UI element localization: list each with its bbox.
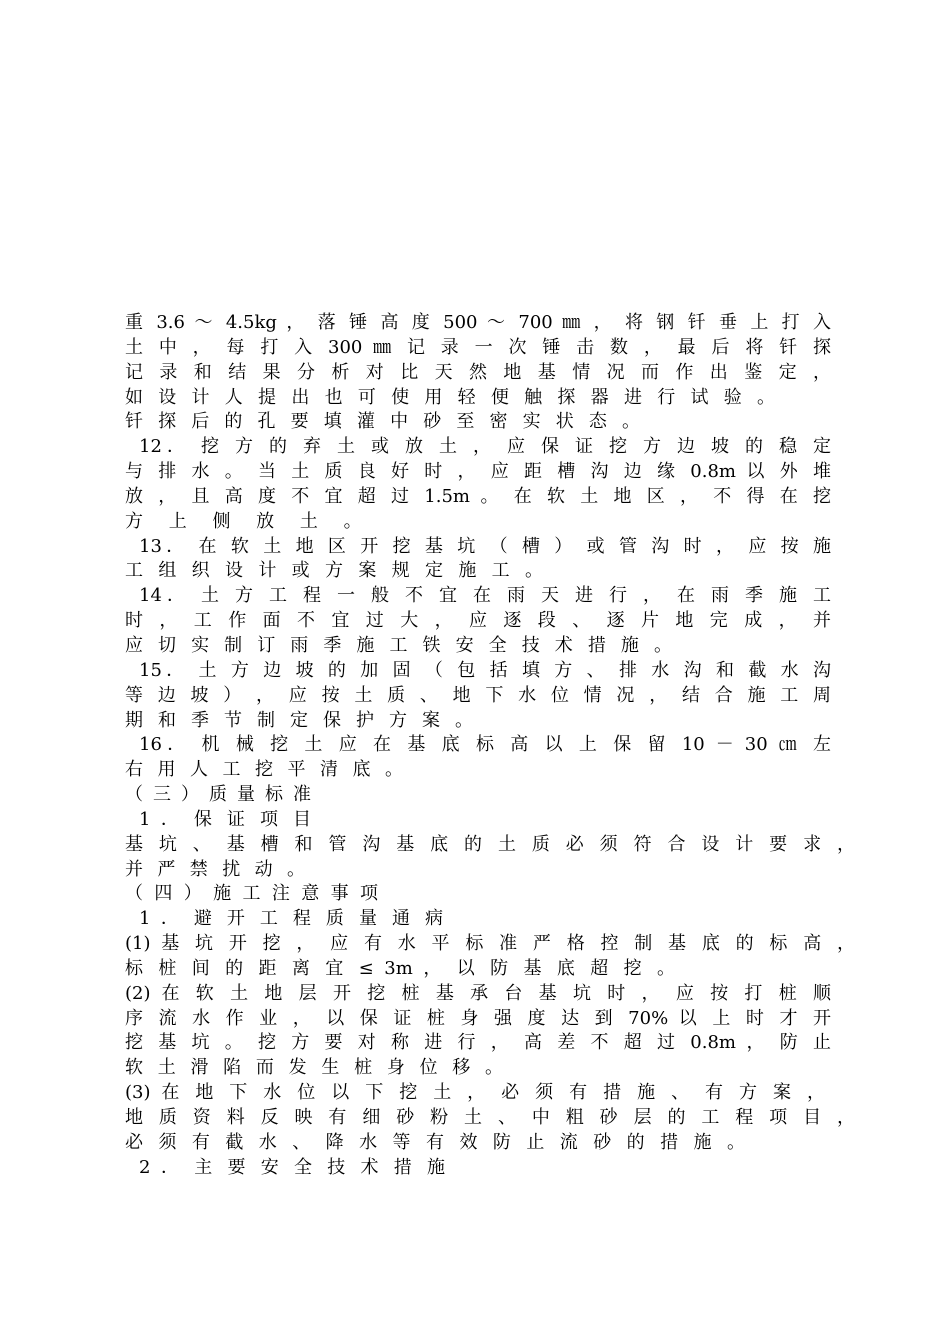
text-line-13: 时 ， 工 作 面 不 宜 过 大 ， 应 逐 段 、 逐 片 地 完 成 ， 并: [125, 610, 831, 632]
text-line-7: 与 排 水 。 当 土 质 良 好 时 ， 应 距 槽 沟 边 缘 0.8m 以 外 堆: [125, 461, 831, 483]
section-heading-notes: （ 四 ） 施 工 注 意 事 项: [125, 883, 378, 905]
section-heading-quality: （ 三 ） 质 量 标 准: [125, 784, 311, 806]
subheading-safety-measures: 2 ． 主 要 安 全 技 术 措 施: [139, 1156, 445, 1178]
text-line-27: 标 桩 间 的 距 离 宜 ≤ 3m ， 以 防 基 底 超 挖 。: [125, 957, 675, 979]
text-line-15: 15． 土 方 边 坡 的 加 固 （ 包 括 填 方 、 排 水 沟 和 截 水 沟: [139, 659, 831, 681]
text-line-6: 12． 挖 方 的 弃 土 或 放 土 ， 应 保 证 挖 方 边 坡 的 稳 定: [139, 436, 831, 458]
text-line-18: 16． 机 械 挖 土 应 在 基 底 标 高 以 上 保 留 10 － 30 ㎝ 左: [139, 734, 831, 756]
text-line-9: 方 上 侧 放 土 。: [125, 510, 372, 532]
text-line-32: (3) 在 地 下 水 位 以 下 挖 土 ， 必 须 有 措 施 、 有 方 案 ，: [125, 1082, 825, 1104]
text-line-28: (2) 在 软 土 地 层 开 挖 桩 基 承 台 基 坑 时 ， 应 按 打 桩 顺: [125, 982, 831, 1004]
text-line-31: 软 土 滑 陷 而 发 生 桩 身 位 移 。: [125, 1057, 503, 1079]
text-line-19: 右 用 人 工 挖 平 清 底 。: [125, 759, 403, 781]
text-line-4: 如 设 计 人 提 出 也 可 使 用 轻 便 触 探 器 进 行 试 验 。: [125, 386, 775, 408]
text-line-17: 期 和 季 节 制 定 保 护 方 案 。: [125, 709, 473, 731]
text-line-14: 应 切 实 制 订 雨 季 施 工 铁 安 全 技 术 措 施 。: [125, 634, 672, 656]
text-line-2: 土 中 ， 每 打 入 300 ㎜ 记 录 一 次 锤 击 数 ， 最 后 将 钎 探: [125, 336, 831, 358]
text-line-12: 14． 土 方 工 程 一 般 不 宜 在 雨 天 进 行 ， 在 雨 季 施 工: [139, 585, 831, 607]
text-line-23: 并 严 禁 扰 动 。: [125, 858, 305, 880]
text-line-5: 钎 探 后 的 孔 要 填 灌 中 砂 至 密 实 状 态 。: [125, 411, 640, 433]
text-line-34: 必 须 有 截 水 、 降 水 等 有 效 防 止 流 砂 的 措 施 。: [125, 1131, 745, 1153]
text-line-30: 挖 基 坑 。 挖 方 要 对 称 进 行 ， 高 差 不 超 过 0.8m ， 防 止: [125, 1032, 831, 1054]
text-line-10: 13． 在 软 土 地 区 开 挖 基 坑 （ 槽 ） 或 管 沟 时 ， 应 按 施: [139, 535, 831, 557]
text-line-29: 序 流 水 作 业 ， 以 保 证 桩 身 强 度 达 到 70% 以 上 时 才 开: [125, 1007, 831, 1029]
text-line-16: 等 边 坡 ） ， 应 按 土 质 、 地 下 水 位 情 况 ， 结 合 施 工 周: [125, 684, 831, 706]
text-line-3: 记 录 和 结 果 分 析 对 比 天 然 地 基 情 况 而 作 出 鉴 定 ，: [125, 361, 831, 383]
subheading-avoid-defects: 1 ． 避 开 工 程 质 量 通 病: [139, 908, 443, 930]
text-line-33: 地 质 资 料 反 映 有 细 砂 粉 土 、 中 粗 砂 层 的 工 程 项 目 ，: [125, 1107, 855, 1128]
text-line-1: 重 3.6 ～ 4.5kg ， 落 锤 高 度 500 ～ 700 ㎜ ， 将 钢 钎 垂 上 打 入: [125, 312, 831, 333]
text-line-26: (1) 基 坑 开 挖 ， 应 有 水 平 标 准 严 格 控 制 基 底 的 标 高 ，: [125, 933, 855, 955]
document-body: [125, 311, 860, 1181]
text-line-11: 工 组 织 设 计 或 方 案 规 定 施 工 。: [125, 560, 543, 582]
text-line-22: 基 坑 、 基 槽 和 管 沟 基 底 的 土 质 必 须 符 合 设 计 要 求 ，: [125, 833, 855, 855]
subheading-guarantee: 1 ． 保 证 项 目: [139, 808, 311, 830]
text-line-8: 放 ， 且 高 度 不 宜 超 过 1.5m 。 在 软 土 地 区 ， 不 得 在 挖: [125, 485, 831, 507]
